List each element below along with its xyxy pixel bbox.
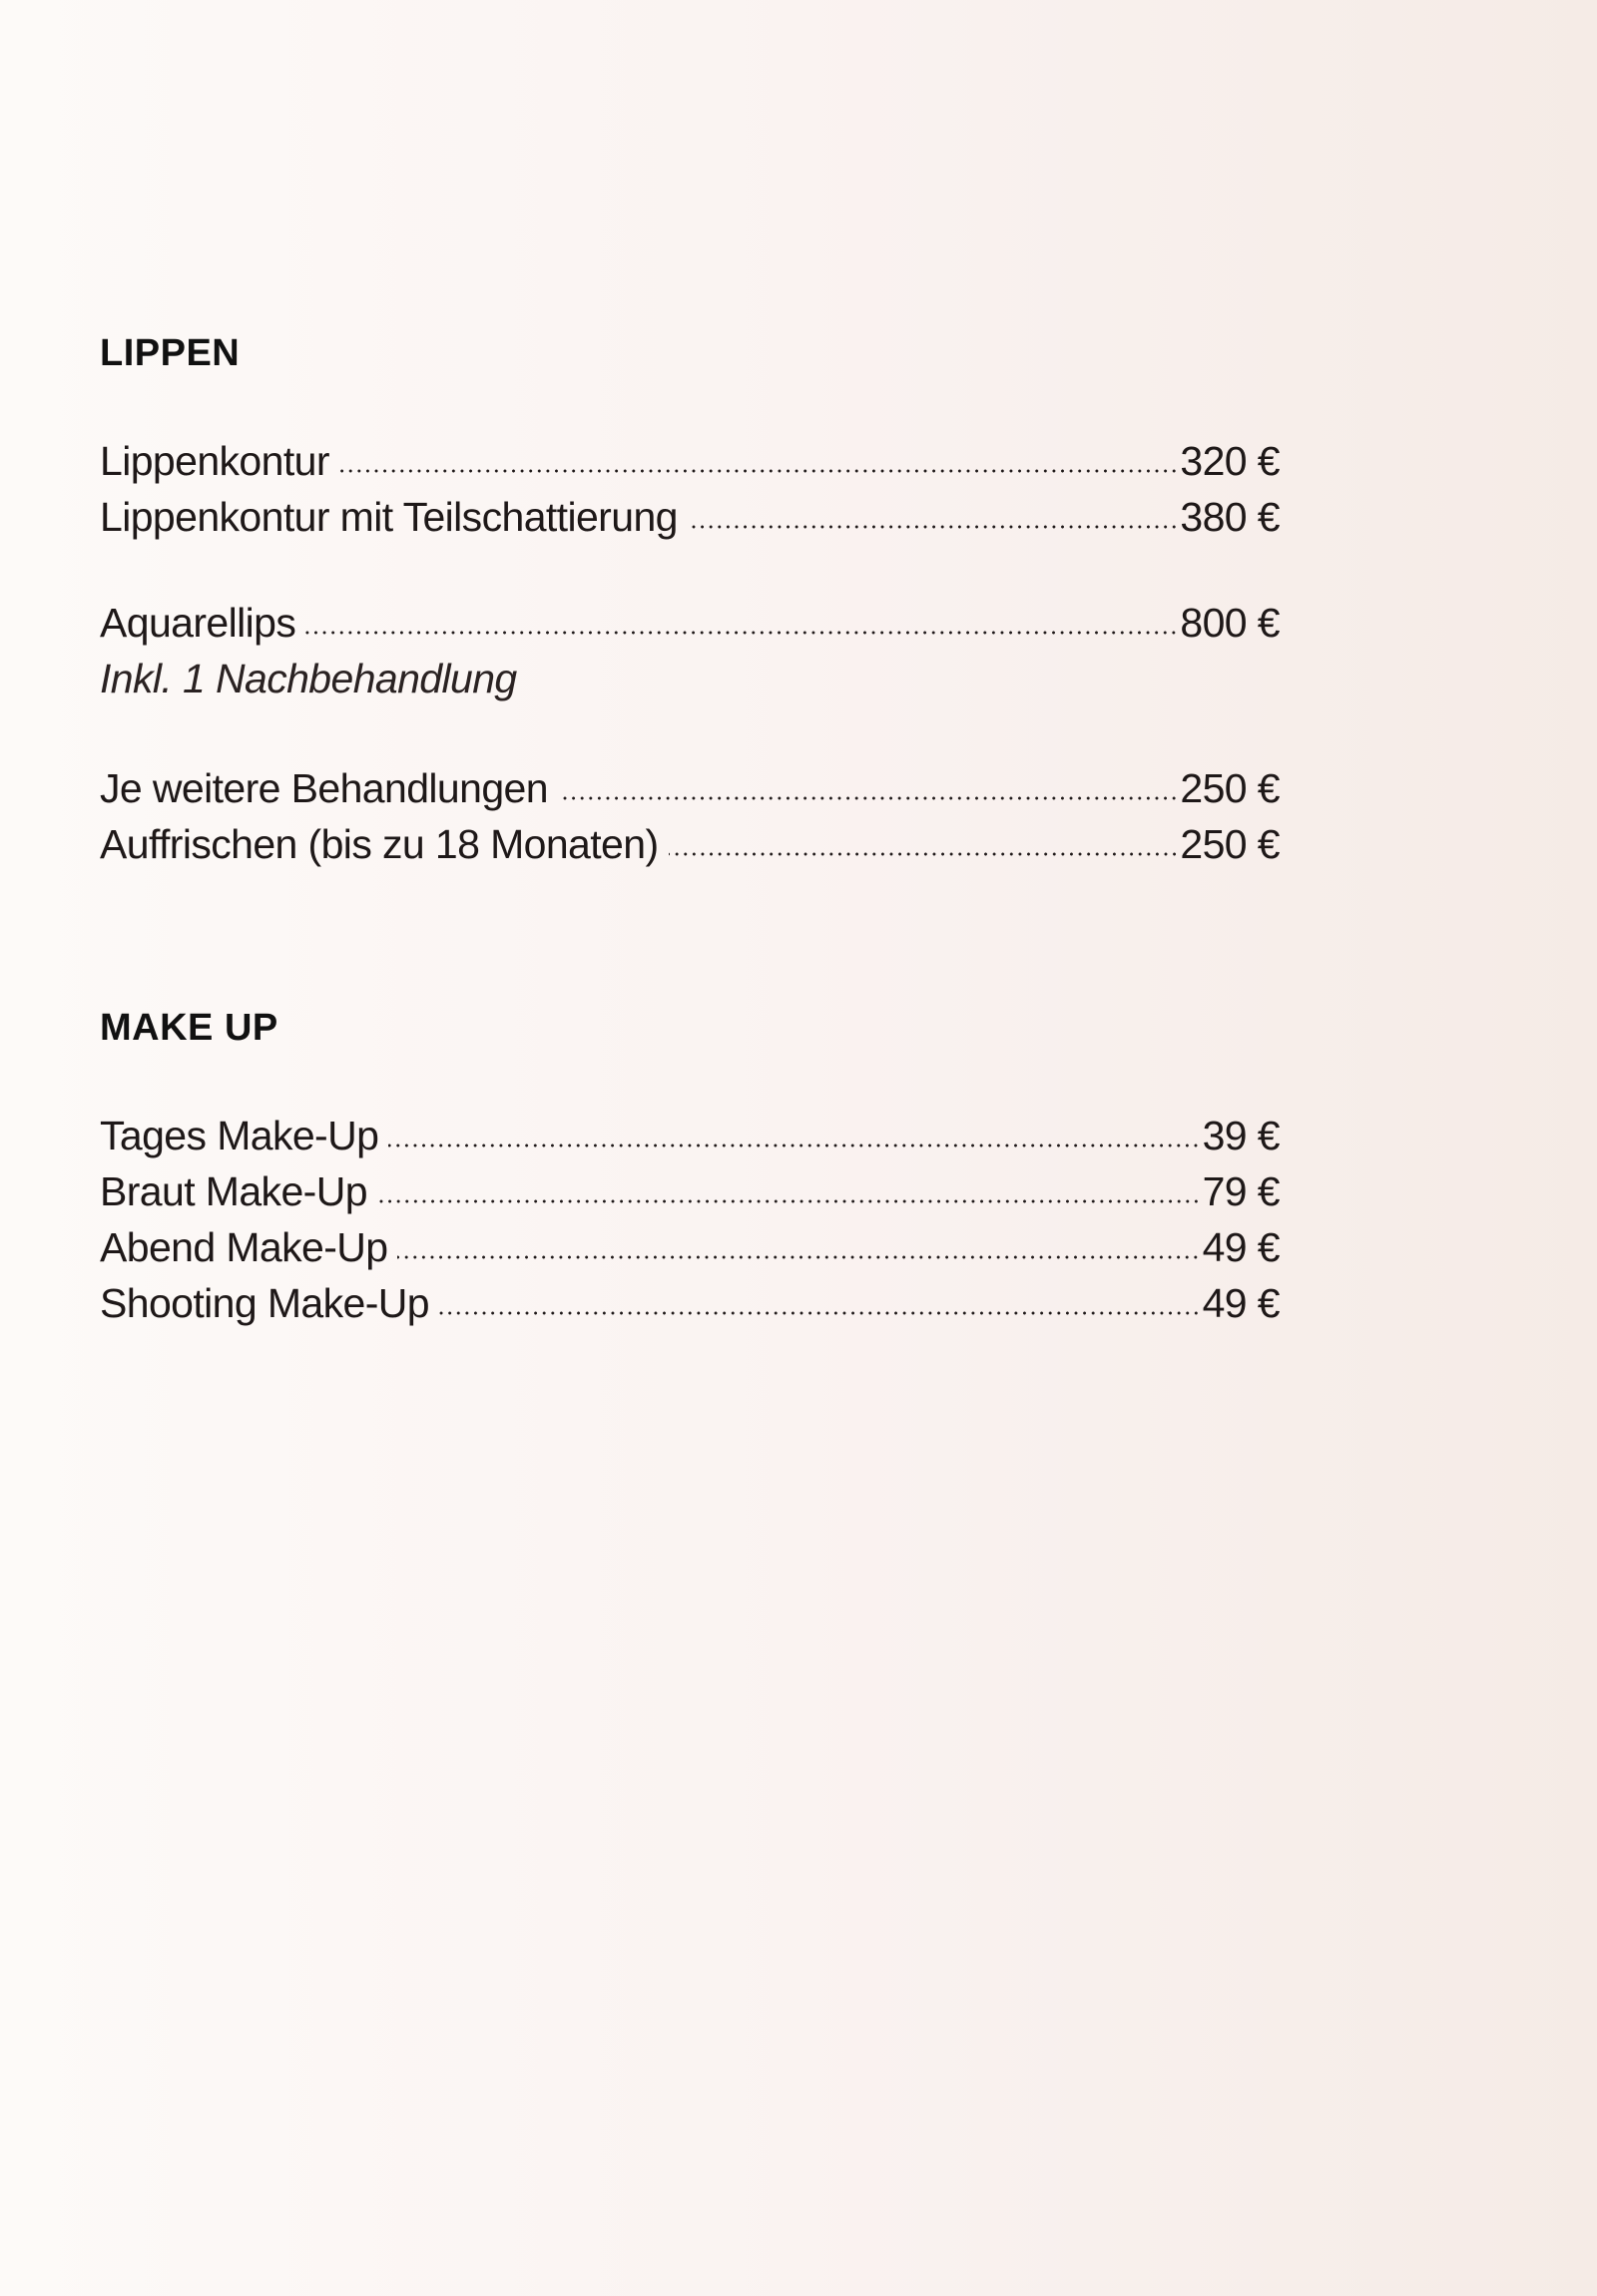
dot-leader bbox=[439, 1311, 1201, 1315]
item-note-aquarellips: Inkl. 1 Nachbehandlung bbox=[100, 656, 517, 701]
price-row-lippenkontur-teilschattierung bbox=[100, 489, 1280, 545]
price-row-je-weitere-behandlungen bbox=[100, 760, 1280, 816]
item-label: Je weitere Behandlungen bbox=[100, 765, 548, 811]
dot-leader bbox=[669, 852, 1179, 856]
dot-leader bbox=[305, 631, 1178, 635]
item-label: Abend Make-Up bbox=[100, 1224, 388, 1270]
dot-leader bbox=[558, 796, 1178, 800]
dot-leader bbox=[688, 525, 1179, 529]
dot-leader bbox=[339, 469, 1179, 473]
item-price: 320 € bbox=[1180, 438, 1280, 484]
item-price: 39 € bbox=[1202, 1113, 1280, 1158]
item-label: Shooting Make-Up bbox=[100, 1280, 429, 1326]
item-label: Lippenkontur mit Teilschattierung bbox=[100, 494, 678, 540]
section-title-lippen: LIPPEN bbox=[100, 332, 241, 374]
price-row-auffrischen bbox=[100, 816, 1280, 872]
item-label: Tages Make-Up bbox=[100, 1113, 379, 1158]
dot-leader bbox=[388, 1144, 1200, 1148]
section-title-make-up: MAKE UP bbox=[100, 1007, 278, 1049]
price-row-shooting-make-up bbox=[100, 1275, 1280, 1331]
item-price: 79 € bbox=[1202, 1168, 1280, 1214]
item-price: 250 € bbox=[1180, 821, 1280, 867]
dot-leader bbox=[377, 1199, 1201, 1203]
item-price: 49 € bbox=[1202, 1280, 1280, 1326]
dot-leader bbox=[397, 1255, 1200, 1259]
price-row-tages-make-up bbox=[100, 1108, 1280, 1163]
item-price: 380 € bbox=[1180, 494, 1280, 540]
item-price: 49 € bbox=[1202, 1224, 1280, 1270]
item-label: Auffrischen (bis zu 18 Monaten) bbox=[100, 821, 659, 867]
price-row-abend-make-up bbox=[100, 1219, 1280, 1275]
price-row-braut-make-up bbox=[100, 1163, 1280, 1219]
item-label: Lippenkontur bbox=[100, 438, 329, 484]
item-price: 250 € bbox=[1180, 765, 1280, 811]
price-row-aquarellips bbox=[100, 595, 1280, 651]
price-row-lippenkontur bbox=[100, 433, 1280, 489]
item-label: Braut Make-Up bbox=[100, 1168, 367, 1214]
item-label: Aquarellips bbox=[100, 600, 296, 646]
item-price: 800 € bbox=[1180, 600, 1280, 646]
